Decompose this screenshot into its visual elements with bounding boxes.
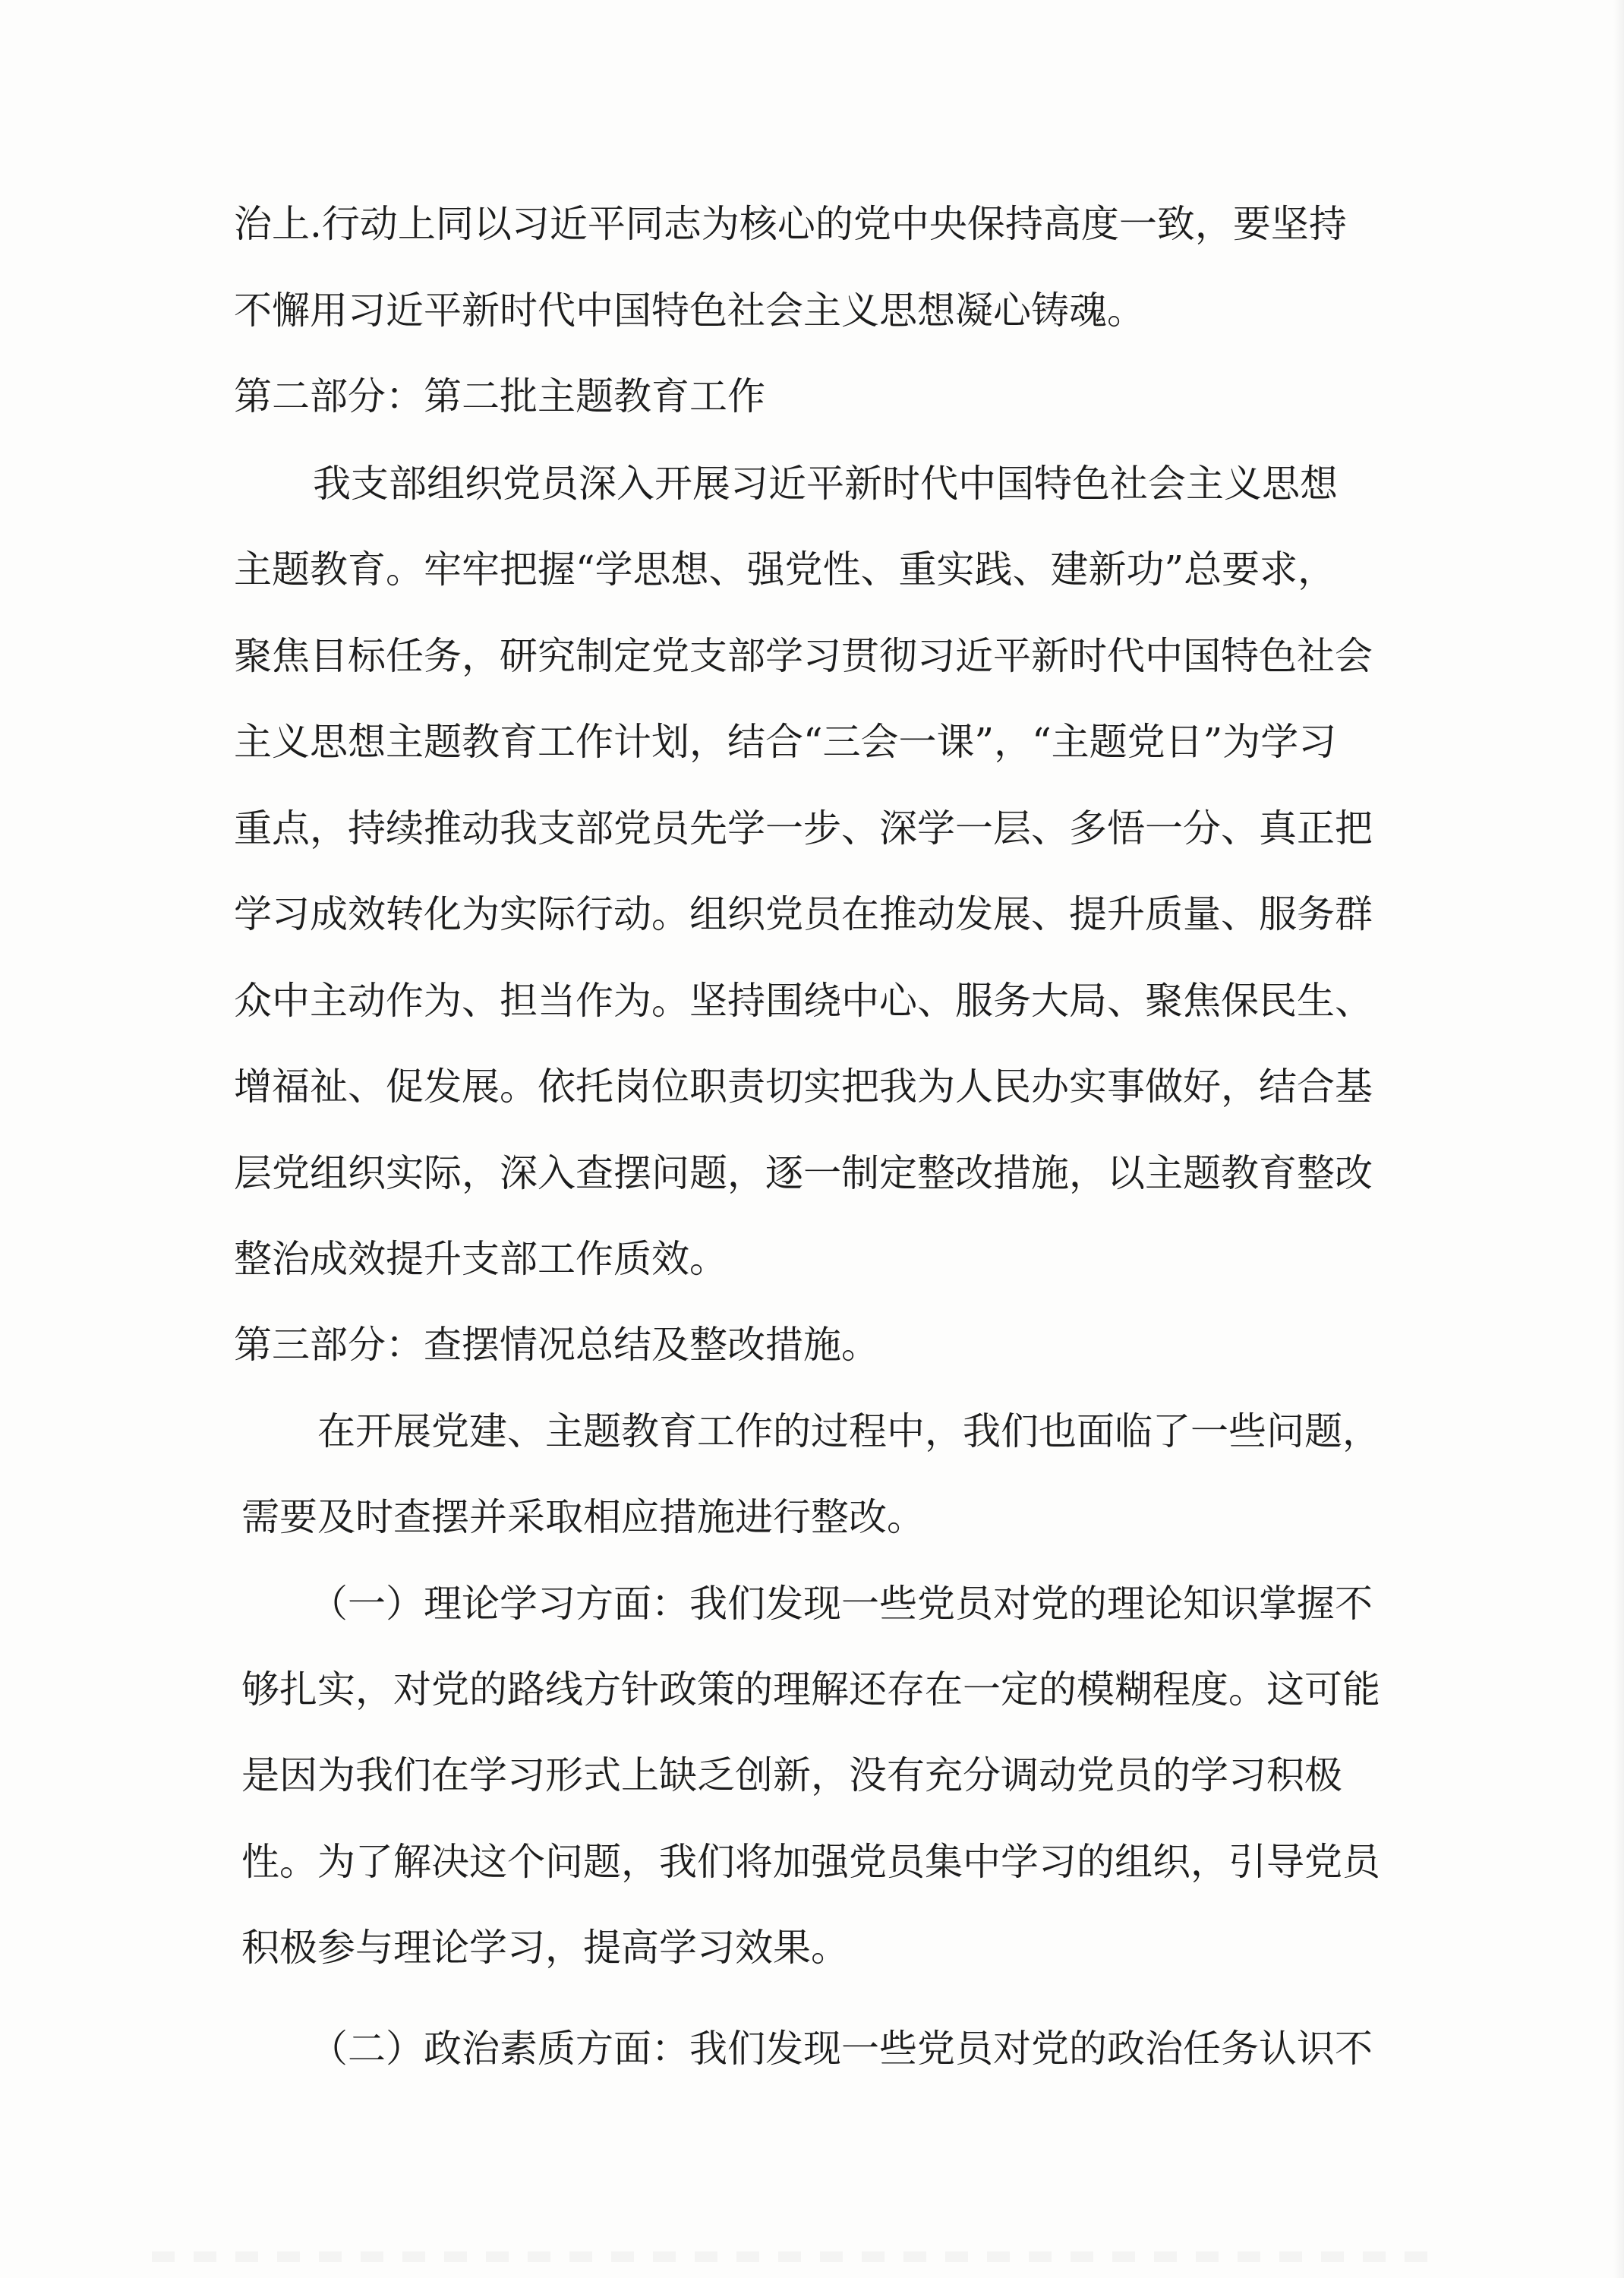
section-heading: 第二部分：第二批主题教育工作 [234,374,765,418]
text-line: （一）理论学习方面：我们发现一些党员对党的理论知识掌握不 [310,1582,1373,1626]
text-line: 主义思想主题教育工作计划，结合“三会一课”，“主题党日”为学习 [234,720,1337,764]
scan-bottom-artifact [152,2251,1443,2262]
text-line: 积极参与理论学习，提高学习效果。 [241,1926,849,1970]
text-line: 重点，持续推动我支部党员先学一步、深学一层、多悟一分、真正把 [234,806,1373,850]
text-line: 性。为了解决这个问题，我们将加强党员集中学习的组织，引导党员 [241,1840,1380,1884]
text-line: 我支部组织党员深入开展习近平新时代中国特色社会主义思想 [313,462,1338,506]
section-heading: 第三部分：查摆情况总结及整改措施。 [234,1323,879,1367]
text-line: 在开展党建、主题教育工作的过程中，我们也面临了一些问题， [317,1409,1380,1453]
scan-edge-shade [1613,0,1624,2278]
text-line: 层党组织实际，深入查摆问题，逐一制定整改措施，以主题教育整改 [234,1151,1373,1195]
text-line: 主题教育。牢牢把握“学思想、强党性、重实践、建新功”总要求， [234,547,1336,592]
text-line: 整治成效提升支部工作质效。 [234,1237,727,1281]
text-line: 够扎实，对党的路线方针政策的理解还存在一定的模糊程度。这可能 [241,1667,1380,1712]
text-line: 聚焦目标任务，研究制定党支部学习贯彻习近平新时代中国特色社会 [234,634,1373,678]
text-line: （二）政治素质方面：我们发现一些党员对党的政治任务认识不 [310,2027,1373,2071]
text-line: 需要及时查摆并采取相应措施进行整改。 [241,1495,925,1539]
text-line: 学习成效转化为实际行动。组织党员在推动发展、提升质量、服务群 [234,892,1373,936]
text-line: 增福祉、促发展。依托岗位职责切实把我为人民办实事做好，结合基 [234,1065,1373,1109]
text-line: 众中主动作为、担当作为。坚持围绕中心、服务大局、聚焦保民生、 [234,979,1373,1023]
text-line: 治上.行动上同以习近平同志为核心的党中央保持高度一致，要坚持 [234,202,1347,246]
text-line: 不懈用习近平新时代中国特色社会主义思想凝心铸魂。 [234,289,1145,333]
text-line: 是因为我们在学习形式上缺乏创新，没有充分调动党员的学习积极 [241,1753,1342,1797]
